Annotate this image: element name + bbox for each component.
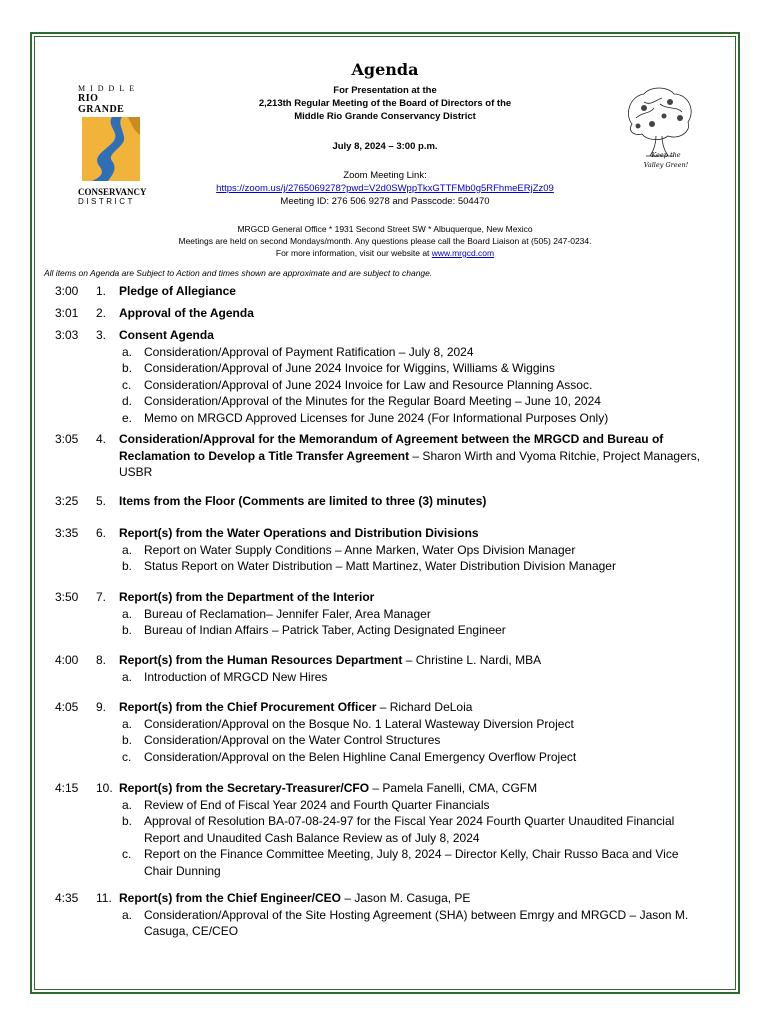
item-number: 3. (96, 328, 107, 342)
sub-item-text: Bureau of Indian Affairs – Patrick Taber, Acting Designated Engineer (144, 623, 506, 637)
logo-rio-grande-text: RIO GRANDE (78, 93, 125, 115)
sub-item-text: Consideration/Approval on the Bosque No. 1 Lateral Wasteway Diversion Project (144, 716, 574, 731)
item-number: 11. (96, 891, 112, 905)
item-time: 4:00 (55, 653, 79, 667)
item-time: 3:00 (55, 284, 79, 298)
sub-item (119, 622, 719, 639)
item-title: Report(s) from the Chief Engineer/CEO (119, 891, 342, 905)
sub-item (119, 606, 719, 623)
sub-item-letter: a. (122, 716, 133, 731)
sub-item-text: Consideration/Approval on the Belen Highline Canal Emergency Overflow Project (144, 749, 577, 764)
agenda-title: Agenda (351, 60, 419, 79)
website-prefix: For more information, visit our website at (275, 248, 432, 258)
sub-item-letter: b. (122, 559, 133, 573)
sub-item (119, 907, 689, 940)
item-time: 3:05 (55, 432, 79, 446)
agenda-disclaimer: All items on Agenda are Subject to Action and times shown are approximate and are subject to change. (44, 268, 433, 278)
sub-item-letter: a. (122, 669, 133, 684)
sub-item (119, 716, 719, 733)
item-number: 8. (96, 653, 107, 667)
item-number: 9. (96, 700, 107, 714)
item-time: 3:50 (55, 590, 79, 604)
item-time: 3:35 (55, 526, 79, 540)
sub-item-letter: c. (122, 847, 132, 861)
sub-item (119, 558, 719, 575)
sub-item-letter: b. (122, 361, 133, 375)
sub-item-text: Status Report on Water Distribution – Matt Martinez, Water Distribution Division Manager (144, 559, 616, 573)
sub-item-letter: c. (122, 749, 132, 764)
website-link[interactable]: www.mrgcd.com (431, 248, 495, 258)
sub-item-text: Consideration/Approval of June 2024 Invoice for Wiggins, Williams & Wiggins (144, 361, 555, 375)
sub-item-letter: b. (122, 814, 133, 828)
header-line3: Middle Rio Grande Conservancy District (294, 111, 476, 122)
item-title: Report(s) from the Department of the Interior (119, 590, 375, 604)
header-line2: 2,213th Regular Meeting of the Board of Directors of the (258, 98, 512, 109)
sub-item (119, 797, 709, 814)
sub-item (119, 393, 719, 410)
sub-item-text: Report on the Finance Committee Meeting, July 8, 2024 – Director Kelly, Chair Russo Baca and Vice Chair Dunning (144, 847, 679, 878)
item-time: 4:35 (55, 891, 79, 905)
item-presenter: – Jason M. Casuga, PE (341, 891, 471, 905)
item-presenter: – Richard DeLoia (376, 700, 473, 714)
item-title: Consent Agenda (119, 328, 214, 342)
sub-item (119, 846, 709, 879)
sub-item-text: Introduction of MRGCD New Hires (144, 669, 328, 684)
sub-item-letter: b. (122, 733, 133, 747)
zoom-link[interactable]: https://zoom.us/j/2765069278?pwd=V2d0SWppTkxGTTFMb0g5RFhmeERjZz09 (216, 183, 554, 194)
sub-item-letter: d. (122, 394, 133, 408)
sub-item-letter: a. (122, 542, 133, 557)
sub-item-letter: c. (122, 377, 132, 392)
item-number: 7. (96, 590, 107, 604)
sub-item (119, 542, 719, 559)
sub-item (119, 410, 719, 427)
office-address: MRGCD General Office * 1931 Second Street SW * Albuquerque, New Mexico (237, 224, 533, 234)
sub-item-text: Bureau of Reclamation– Jennifer Faler, Area Manager (144, 606, 431, 621)
sub-item-text: Report on Water Supply Conditions – Anne Marken, Water Ops Division Manager (144, 542, 576, 557)
item-title: Pledge of Allegiance (119, 284, 236, 298)
item-title: Report(s) from the Water Operations and Distribution Divisions (119, 526, 479, 540)
zoom-label: Zoom Meeting Link: (343, 170, 427, 181)
sub-item-text: Consideration/Approval on the Water Control Structures (144, 733, 441, 747)
tree-tagline (636, 150, 696, 170)
sub-item-text: Consideration/Approval of the Site Hosting Agreement (SHA) between Emrgy and MRGCD – Jason M. Casuga, CE/CEO (144, 907, 689, 938)
item-title: Items from the Floor (Comments are limited to three (3) minutes) (119, 494, 487, 508)
meeting-id: Meeting ID: 276 506 9278 and Passcode: 504470 (280, 196, 490, 207)
item-time: 4:15 (55, 781, 79, 795)
item-time: 3:01 (55, 306, 79, 320)
sub-item-text: Consideration/Approval of the Minutes for the Regular Board Meeting – June 10, 2024 (144, 394, 601, 408)
item-time: 3:25 (55, 494, 79, 508)
item-title: Consideration/Approval for the Memorandum of Agreement between the MRGCD and Bureau of Reclamation to Develop a Title Transfer Agreement (119, 432, 664, 463)
item-presenter: – Christine L. Nardi, MBA (402, 653, 542, 667)
logo-district-text: DISTRICT (78, 197, 135, 206)
meetings-note: Meetings are held on second Mondays/month. Any questions please call the Board Liaison at (505) 247-0234. (178, 236, 592, 246)
sub-item-text: Approval of Resolution BA-07-08-24-97 for the Fiscal Year 2024 Fourth Quarter Unaudited Financial Report and Unaudited Cash Balance Review as of July 8, 2024 (144, 814, 675, 845)
sub-item (119, 732, 719, 749)
item-time: 3:03 (55, 328, 79, 342)
sub-item-letter: b. (122, 623, 133, 637)
sub-item-letter: a. (122, 606, 133, 621)
item-title: Report(s) from the Chief Procurement Officer (119, 700, 377, 714)
item-number: 4. (96, 432, 107, 446)
header-line1: For Presentation at the (333, 85, 437, 96)
item-presenter: – Sharon Wirth and Vyoma Ritchie, Project Managers, USBR (119, 448, 701, 479)
item-number: 1. (96, 284, 107, 298)
logo-middle-text: MIDDLE (78, 84, 140, 93)
sub-item (119, 749, 719, 766)
item-title: Approval of the Agenda (119, 306, 254, 320)
sub-item (119, 813, 709, 846)
item-number: 6. (96, 526, 107, 540)
item-presenter: – Pamela Fanelli, CMA, CGFM (369, 781, 538, 795)
item-number: 5. (96, 494, 107, 508)
item-number: 2. (96, 306, 107, 320)
meeting-date: July 8, 2024 – 3:00 p.m. (332, 141, 438, 152)
sub-item (119, 344, 719, 361)
sub-item (119, 669, 719, 686)
sub-item-letter: e. (122, 410, 133, 425)
sub-item (119, 377, 719, 394)
logo-conservancy-text: CONSERVANCY (78, 187, 147, 197)
item-title: Report(s) from the Human Resources Department (119, 653, 403, 667)
sub-item-text: Consideration/Approval of Payment Ratification – July 8, 2024 (144, 344, 474, 359)
sub-item-text: Review of End of Fiscal Year 2024 and Fourth Quarter Financials (144, 797, 490, 812)
sub-item (119, 360, 719, 377)
sub-item-text: Memo on MRGCD Approved Licenses for June 2024 (For Informational Purposes Only) (144, 410, 609, 425)
item-time: 4:05 (55, 700, 79, 714)
sub-item-letter: a. (122, 797, 133, 812)
sub-item-text: Consideration/Approval of June 2024 Invoice for Law and Resource Planning Assoc. (144, 377, 593, 392)
tagline-line2: Valley Green! (643, 161, 689, 169)
tagline-line1: Keep the (651, 151, 681, 159)
website-line (0, 247, 770, 260)
item-number: 10. (96, 781, 113, 795)
sub-item-letter: a. (122, 344, 133, 359)
item-title: Report(s) from the Secretary-Treasurer/CFO (119, 781, 370, 795)
sub-item-letter: a. (122, 907, 133, 922)
